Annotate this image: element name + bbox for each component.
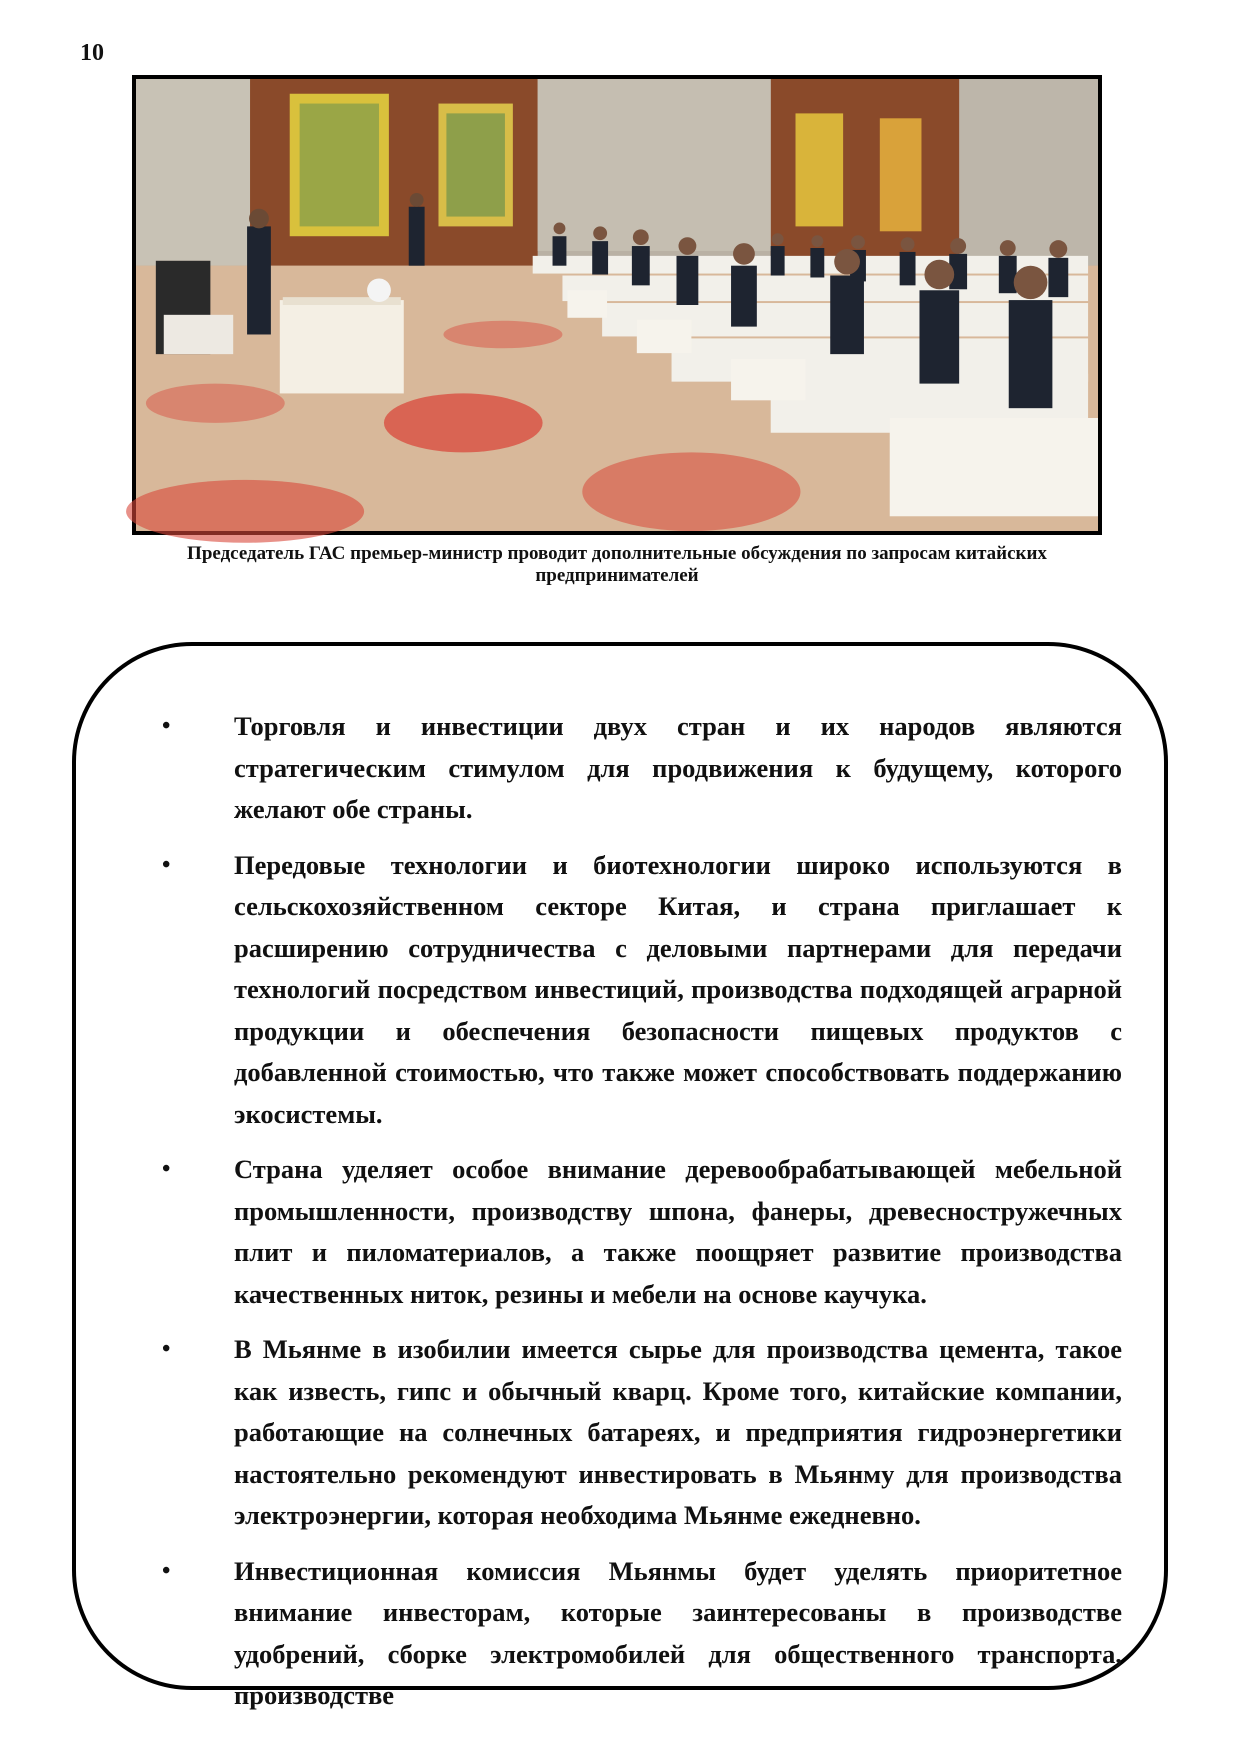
list-item — [124, 1551, 1122, 1717]
photo-caption: Председатель ГАС премьер-министр проводит дополнительные обсуждения по запросам китайских предпринимателей — [187, 543, 1047, 586]
page-number: 10 — [80, 40, 104, 66]
list-item — [124, 1149, 1122, 1315]
bullet-list — [124, 706, 1122, 1731]
meeting-photo — [132, 75, 1102, 535]
bullet-text: Инвестиционная комиссия Мьянмы будет уделять приоритетное внимание инвесторам, которые заинтересованы в производстве удобрений, сборке электромобилей для общественного транспорта, производстве — [234, 1555, 1122, 1710]
bullet-icon: • — [162, 1557, 171, 1584]
bullet-text: В Мьянме в изобилии имеется сырье для производства цемента, такое как известь, гипс и обычный кварц. Кроме того, китайские компании, работающие на солнечных батареях, и предприятия гидроэнергетики настоятельно рекомендуют инвестировать в Мьянму для производства электроэнергии, которая необходима Мьянме ежедневно. — [234, 1334, 1122, 1530]
list-item — [124, 1329, 1122, 1537]
bullet-icon: • — [162, 1336, 171, 1362]
bullet-icon: • — [162, 1156, 171, 1182]
bullet-text: Страна уделяет особое внимание деревообрабатывающей мебельной промышленности, производству шпона, фанеры, древесностружечных плит и пиломатериалов, а также поощряет развитие производства качественных ниток, резины и мебели на основе каучука. — [234, 1154, 1122, 1309]
bullet-icon: • — [162, 713, 171, 739]
meeting-photo-illustration — [136, 79, 1098, 531]
content-box — [72, 642, 1168, 1710]
list-item — [124, 845, 1122, 1136]
bullet-text: Передовые технологии и биотехнологии широко используются в сельскохозяйственном секторе Китая, и страна приглашает к расширению сотрудничества с деловыми партнерами для передачи технологий посредством инвестиций, производства подходящей аграрной продукции и обеспечения безопасности пищевых продуктов с добавленной стоимостью, что также может способствовать поддержанию экосистемы. — [234, 849, 1122, 1129]
bullet-icon: • — [162, 851, 171, 878]
bullet-text: Торговля и инвестиции двух стран и их народов являются стратегическим стимулом для продвижения к будущему, которого желают обе страны. — [234, 711, 1122, 824]
list-item — [124, 706, 1122, 831]
